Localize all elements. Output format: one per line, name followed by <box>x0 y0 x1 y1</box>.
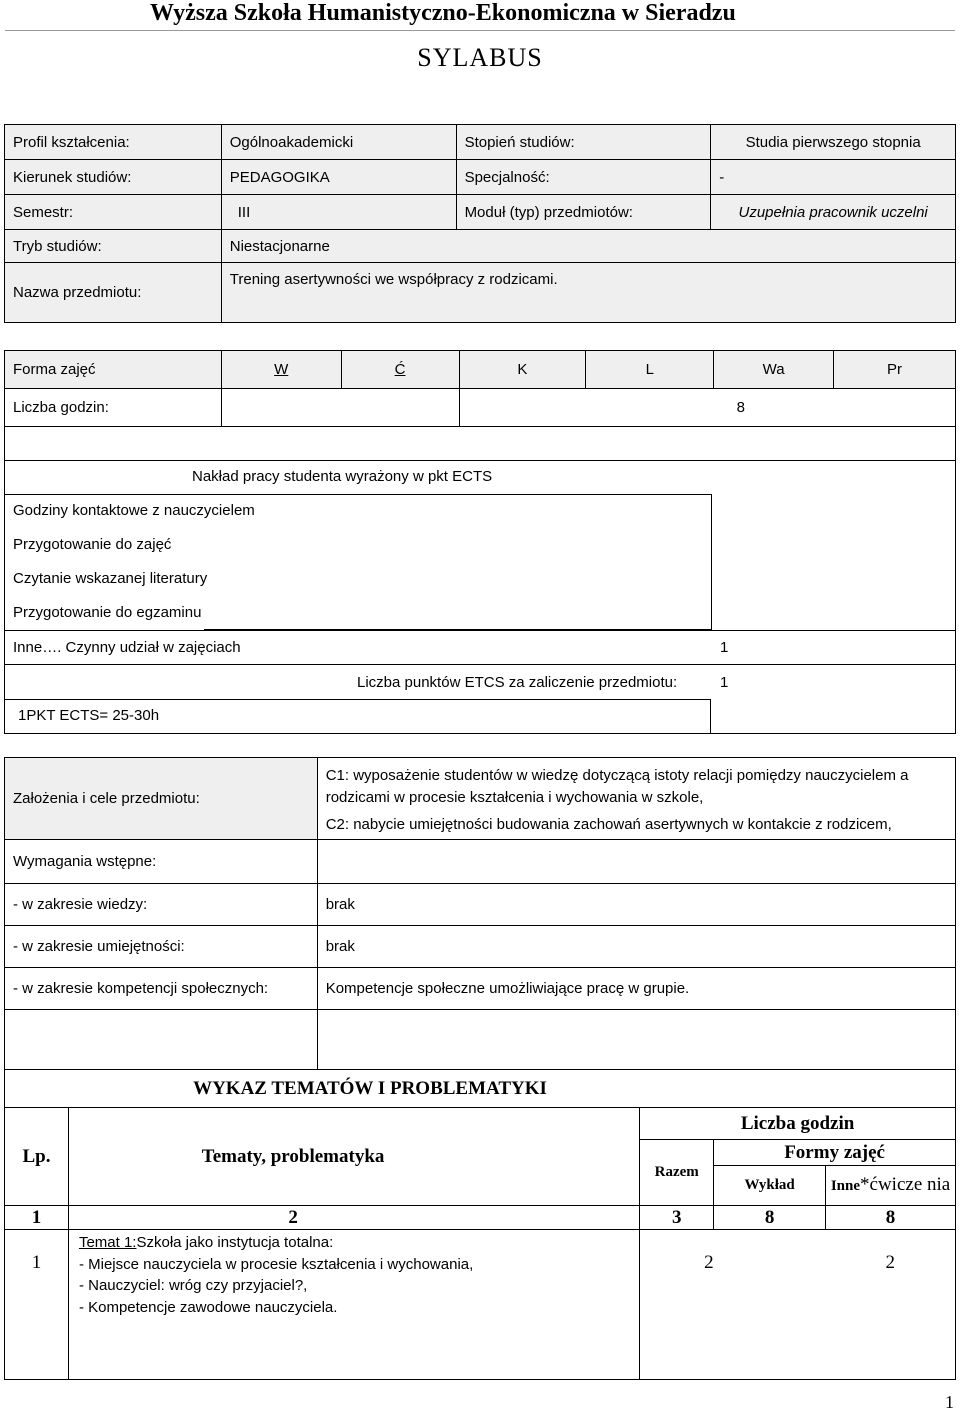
ects-row-label: Inne…. Czynny udział w zajęciach <box>13 639 241 656</box>
wykaz-lp-header: Lp. <box>5 1108 69 1206</box>
topic-lp: 1 <box>5 1230 69 1380</box>
ects-note: 1PKT ECTS= 25-30h <box>18 707 160 724</box>
ects-title: Nakład pracy studenta wyrażony w pkt ECTS <box>192 468 493 485</box>
forma-label: Forma zajęć <box>5 351 222 389</box>
wymagania-spacer <box>5 1010 318 1070</box>
stopien-label: Stopień studiów: <box>456 125 711 160</box>
godziny-value: 8 <box>459 389 956 427</box>
header-divider <box>5 30 955 31</box>
wykaz-num: 8 <box>826 1206 956 1230</box>
ects-row-label: Przygotowanie do egzaminu <box>13 604 202 621</box>
wykaz-formy-header: Formy zajęć <box>714 1140 956 1166</box>
forma-col-k: K <box>459 351 586 389</box>
ects-row-label: Godziny kontaktowe z nauczycielem <box>13 502 255 519</box>
wykaz-wyklad-header: Wykład <box>714 1166 826 1206</box>
wykaz-num: 1 <box>5 1206 69 1230</box>
forma-spacer <box>5 427 956 461</box>
wykaz-table <box>4 1069 956 1380</box>
topic-wyklad <box>714 1230 826 1380</box>
ects-row-label: Przygotowanie do zajęć <box>13 536 172 553</box>
ects-note-line <box>4 699 710 700</box>
kierunek-label: Kierunek studiów: <box>5 160 222 195</box>
wymagania-label: Wymagania wstępne: <box>5 840 318 884</box>
ects-row-value: 1 <box>720 639 729 656</box>
wykaz-num: 3 <box>640 1206 714 1230</box>
profil-value: Ogólnoakademicki <box>221 125 456 160</box>
umiejetnosci-label: - w zakresie umiejętności: <box>5 926 318 968</box>
wykaz-liczba-godzin-header: Liczba godzin <box>640 1108 956 1140</box>
ects-row-line <box>4 664 956 665</box>
cele-table <box>4 757 956 1070</box>
document-title: SYLABUS <box>417 43 543 72</box>
ects-note-divider <box>710 699 711 734</box>
ects-total-value: 1 <box>720 674 729 691</box>
godziny-empty <box>221 389 459 427</box>
topic-line: - Miejsce nauczyciela w procesie kształcenia i wychowania, <box>78 1255 474 1273</box>
wiedza-value: brak <box>317 884 955 926</box>
ects-row-line <box>4 630 956 631</box>
university-name: Wyższa Szkoła Humanistyczno-Ekonomiczna w Sieradzu <box>150 0 736 26</box>
ects-value-box <box>204 494 712 630</box>
forma-col-l: L <box>586 351 714 389</box>
kompetencje-label: - w zakresie kompetencji społecznych: <box>5 968 318 1010</box>
specjalnosc-value: - <box>711 160 956 195</box>
wykaz-inne-prefix: Inne <box>830 1178 861 1194</box>
forma-col-pr: Pr <box>834 351 956 389</box>
modul-label: Moduł (typ) przedmiotów: <box>456 195 711 230</box>
profil-label: Profil kształcenia: <box>5 125 222 160</box>
topic-header <box>79 1232 631 1254</box>
wykaz-tematy-header: Tematy, problematyka <box>68 1108 639 1206</box>
cele-content <box>317 758 955 840</box>
topic-line: - Nauczyciel: wróg czy przyjaciel?, <box>78 1277 308 1294</box>
ects-total-label: Liczba punktów ETCS za zaliczenie przedmiotu: <box>357 674 678 691</box>
forma-col-w: W <box>221 351 341 389</box>
wykaz-razem-header: Razem <box>640 1140 714 1206</box>
wykaz-num: 8 <box>714 1206 826 1230</box>
wiedza-label: - w zakresie wiedzy: <box>5 884 318 926</box>
topic-temat-title: Szkoła jako instytucja totalna: <box>136 1234 334 1251</box>
ects-row-1-line <box>4 494 204 495</box>
stopien-value: Studia pierwszego stopnia <box>711 125 956 160</box>
topic-content <box>68 1230 639 1380</box>
topic-line: - Kompetencje zawodowe nauczyciela. <box>78 1298 338 1316</box>
specjalnosc-label: Specjalność: <box>456 160 711 195</box>
topic-temat-label: Temat 1: <box>78 1234 137 1251</box>
forma-table <box>4 350 956 461</box>
forma-col-wa: Wa <box>714 351 834 389</box>
topic-razem: 2 <box>640 1230 714 1380</box>
wykaz-title: WYKAZ TEMATÓW I PROBLEMATYKI <box>5 1070 956 1108</box>
wymagania-empty <box>317 840 955 884</box>
wykaz-inne-header <box>826 1166 956 1206</box>
semestr-label: Semestr: <box>5 195 222 230</box>
umiejetnosci-value: brak <box>317 926 955 968</box>
kompetencje-value: Kompetencje społeczne umożliwiające pracę w grupie. <box>317 968 955 1010</box>
wykaz-num: 2 <box>68 1206 639 1230</box>
semestr-value: III <box>221 195 456 230</box>
wykaz-inne-suffix: *ćwicze nia <box>860 1174 951 1195</box>
nazwa-label: Nazwa przedmiotu: <box>5 263 222 323</box>
ects-row-label: Czytanie wskazanej literatury <box>13 570 208 587</box>
info-table <box>4 124 956 323</box>
cele-c1: C1: wyposażenie studentów w wiedzę dotyczącą istoty relacji pomiędzy nauczycielem a rodzicami w procesie kształcenia i wychowania w szkole, <box>325 767 909 806</box>
cele-c2: C2: nabycie umiejętności budowania zachowań asertywnych w kontakcie z rodzicem, <box>325 816 892 833</box>
cele-label: Założenia i cele przedmiotu: <box>5 758 318 840</box>
topic-inne: 2 <box>826 1230 956 1380</box>
page-number: 1 <box>945 1392 954 1412</box>
tryb-label: Tryb studiów: <box>5 230 222 263</box>
tryb-value: Niestacjonarne <box>221 230 955 263</box>
nazwa-value: Trening asertywności we współpracy z rodzicami. <box>221 263 955 323</box>
forma-col-c: Ć <box>341 351 459 389</box>
godziny-label: Liczba godzin: <box>5 389 222 427</box>
modul-value: Uzupełnia pracownik uczelni <box>711 195 956 230</box>
kierunek-value: PEDAGOGIKA <box>221 160 456 195</box>
wymagania-spacer <box>317 1010 955 1070</box>
